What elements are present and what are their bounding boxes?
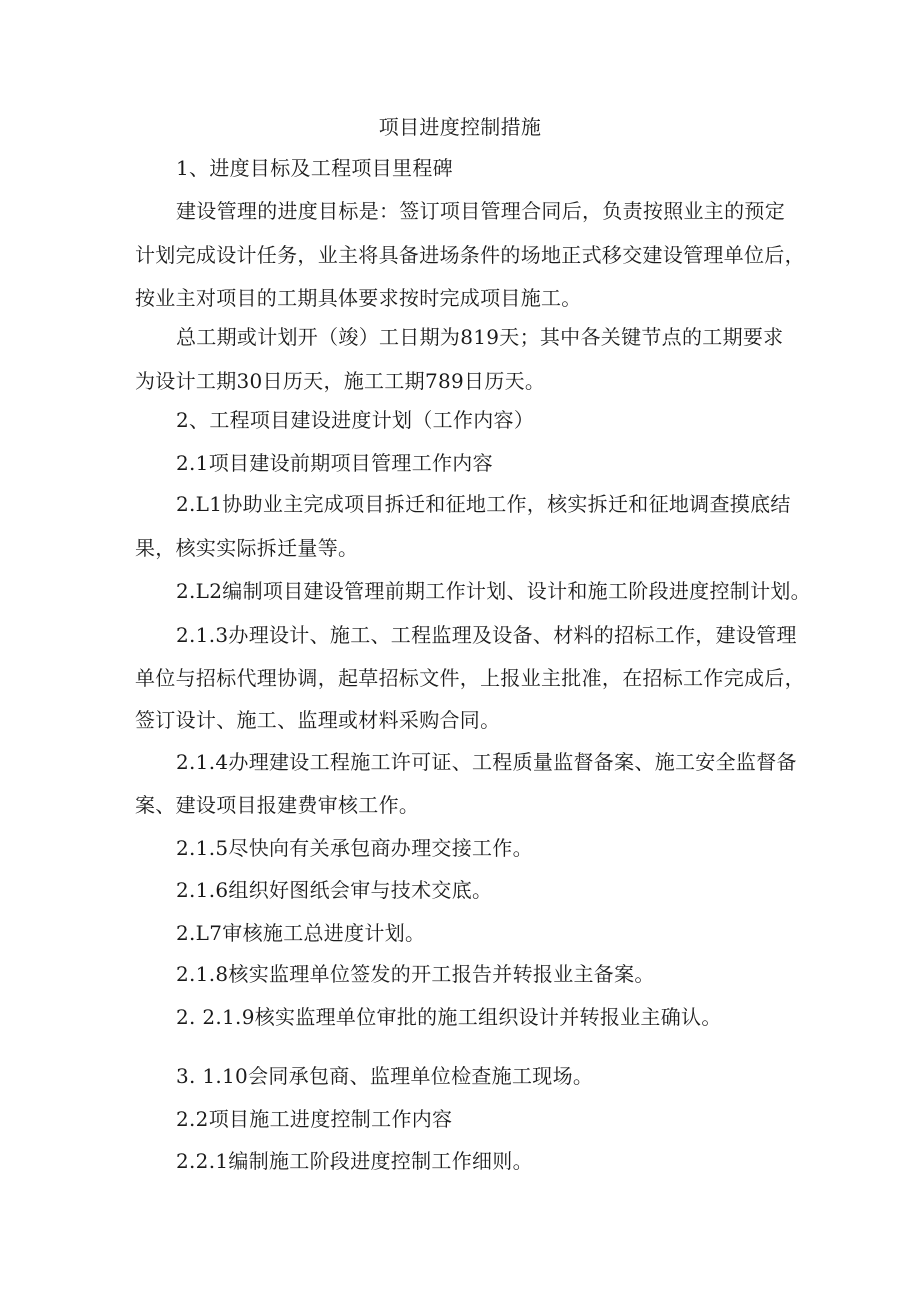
list-item: 2.1.5尽快向有关承包商办理交接工作。 — [176, 836, 533, 860]
list-item: 2.L1协助业主完成项目拆迁和征地工作，核实拆迁和征地调查摸底结 — [176, 492, 791, 516]
list-item: 2.L7审核施工总进度计划。 — [176, 921, 426, 945]
list-item: 2.L2编制项目建设管理前期工作计划、设计和施工阶段进度控制计划。 — [176, 579, 811, 603]
paragraph-line: 为设计工期30日历天，施工工期789日历天。 — [135, 369, 546, 393]
paragraph-line: 按业主对项目的工期具体要求按时完成项目施工。 — [135, 286, 582, 310]
paragraph-line: 总工期或计划开（竣）工日期为819天；其中各关键节点的工期要求 — [176, 325, 784, 349]
page-title: 项目进度控制措施 — [378, 115, 542, 139]
list-item: 2.1.6组织好图纸会审与技术交底。 — [176, 878, 493, 902]
list-item: 2.2.1编制施工阶段进度控制工作细则。 — [176, 1149, 533, 1173]
list-item-continued: 案、建设项目报建费审核工作。 — [135, 793, 420, 817]
subsection-heading: 2.1项目建设前期项目管理工作内容 — [176, 451, 493, 475]
list-item: 2.1.3办理设计、施工、工程监理及设备、材料的招标工作，建设管理 — [176, 623, 797, 647]
subsection-heading: 2.2项目施工进度控制工作内容 — [176, 1107, 453, 1131]
list-item-continued: 果，核实实际拆迁量等。 — [135, 536, 359, 560]
list-item: 2.1.8核实监理单位签发的开工报告并转报业主备案。 — [176, 962, 655, 986]
paragraph-line: 计划完成设计任务，业主将具备进场条件的场地正式移交建设管理单位后， — [135, 243, 805, 267]
list-item-continued: 签订设计、施工、监理或材料采购合同。 — [135, 708, 501, 732]
list-item-continued: 单位与招标代理协调，起草招标文件，上报业主批准，在招标工作完成后， — [135, 666, 805, 690]
paragraph-line: 建设管理的进度目标是：签订项目管理合同后，负责按照业主的预定 — [176, 199, 785, 223]
list-item: 2.1.4办理建设工程施工许可证、工程质量监督备案、施工安全监督备 — [176, 750, 797, 774]
list-item: 2. 2.1.9核实监理单位审批的施工组织设计并转报业主确认。 — [176, 1005, 722, 1029]
section-heading-2: 2、工程项目建设进度计划（工作内容） — [176, 408, 535, 432]
section-heading-1: 1、进度目标及工程项目里程碑 — [176, 156, 453, 180]
list-item: 3. 1.10会同承包商、监理单位检查施工现场。 — [176, 1064, 594, 1088]
